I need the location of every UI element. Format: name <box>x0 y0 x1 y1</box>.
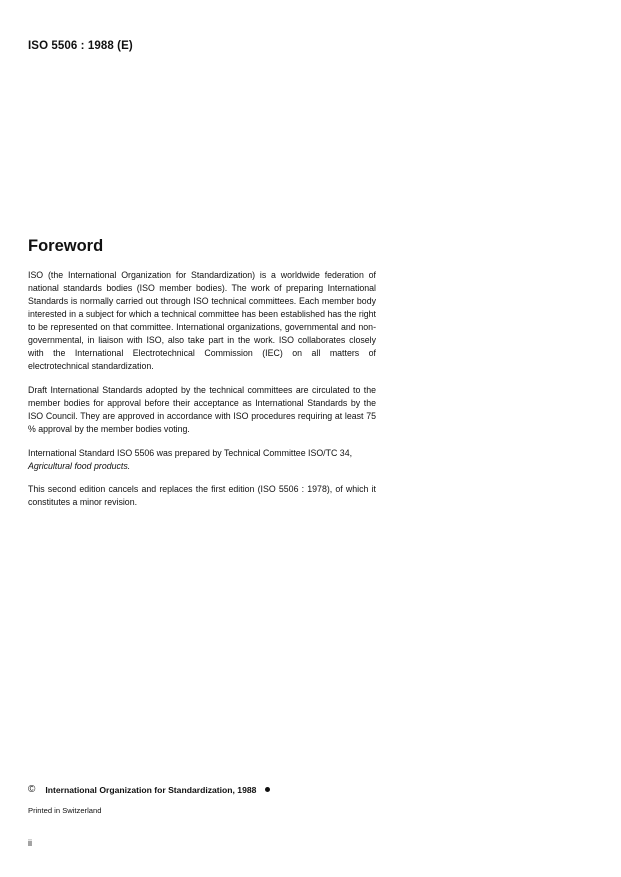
foreword-title: Foreword <box>28 237 104 255</box>
foreword-paragraph-2: Draft International Standards adopted by the technical committees are circulated to the member bodies for approval before their acceptance as International Standards by the ISO Council. They are approved in accordance with ISO procedures requiring at least 75 % approval by the member bodies voting. <box>28 385 376 434</box>
foreword-paragraph-1: ISO (the International Organization for Standardization) is a worldwide federation of national standards bodies (ISO member bodies). The work of preparing International Standards is normally carried out through ISO technical committees. Each member body interested in a subject for which a technical committee has been established has the right to be represented on that committee. International organizations, governmental and non-governmental, in liaison with ISO, also take part in the work. ISO collaborates closely with the International Electrotechnical Commission (IEC) on all matters of electrotechnical standardization. <box>28 270 376 371</box>
copyright-line <box>28 784 270 795</box>
page-number: ii <box>28 838 32 848</box>
committee-name: Agricultural food products. <box>28 461 131 471</box>
paragraph-3-text: International Standard ISO 5506 was prepared by Technical Committee ISO/TC 34, <box>28 448 353 458</box>
foreword-paragraph-4: This second edition cancels and replaces the first edition (ISO 5506 : 1978), of which it constitutes a minor revision. <box>28 484 376 507</box>
copyright-icon: © <box>28 784 36 795</box>
printed-in: Printed in Switzerland <box>28 806 102 815</box>
document-id-header: ISO 5506 : 1988 (E) <box>28 40 133 52</box>
foreword-paragraph-3 <box>28 447 376 473</box>
bullet-icon <box>265 787 270 792</box>
foreword-section <box>28 236 376 519</box>
copyright-text: International Organization for Standardization, 1988 <box>45 784 257 795</box>
